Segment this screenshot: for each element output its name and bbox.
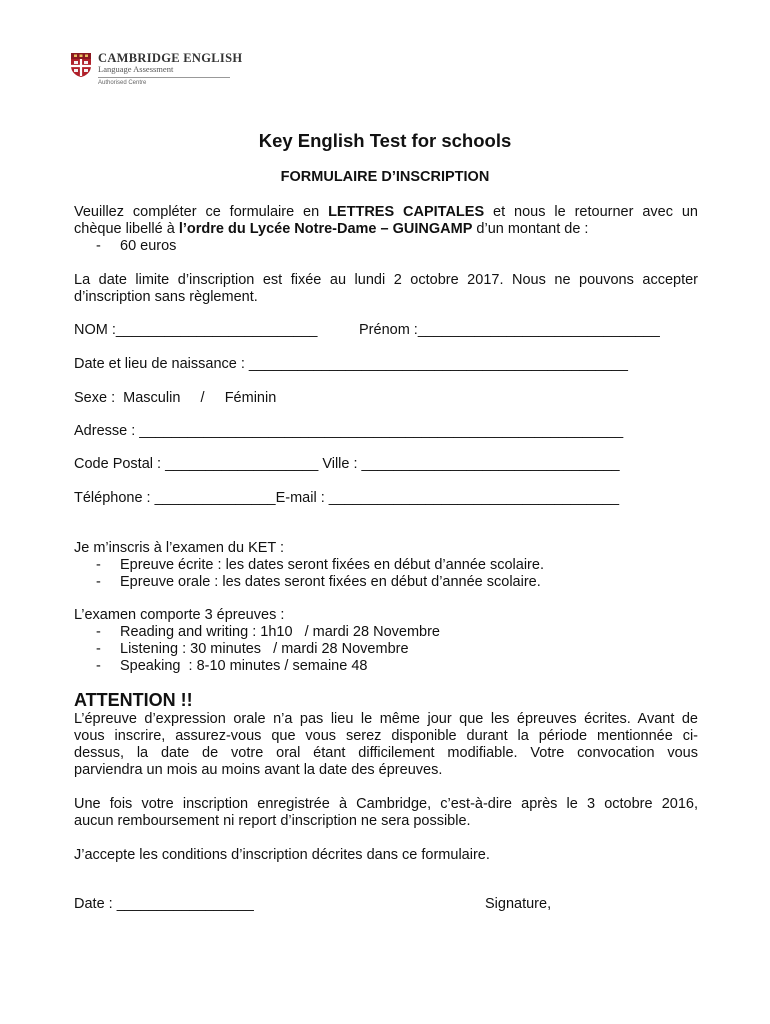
intro-line-2: chèque libellé à l’ordre du Lycée Notre-Dame – GUINGAMP d’un montant de : (74, 221, 589, 237)
inscription-heading: Je m’inscris à l’examen du KET : (74, 540, 285, 556)
list-item: - Epreuve orale : les dates seront fixées en début d’année scolaire. (96, 574, 541, 590)
logo-subtitle: Language Assessment (98, 64, 174, 74)
list-item: - Epreuve écrite : les dates seront fixées en début d’année scolaire. (96, 557, 544, 573)
deadline-line-2: d’inscription sans règlement. (74, 289, 258, 305)
attention-line-2: vous inscrire, assurez-vous que vous serez disponible durant la période mentionnée ci- (74, 728, 698, 744)
attention-line-1: L’épreuve d’expression orale n’a pas lieu le même jour que les épreuves écrites. Avant de (74, 711, 698, 727)
list-item: - Reading and writing : 1h10 / mardi 28 Novembre (96, 624, 440, 640)
page-title: Key English Test for schools (258, 130, 512, 151)
deadline-line-1: La date limite d’inscription est fixée au lundi 2 octobre 2017. Nous ne pouvons accepter (74, 272, 698, 288)
telephone-email-field[interactable]: Téléphone : _______________E-mail : ____________________________________ (74, 490, 620, 506)
date-field[interactable]: Date : _________________ (74, 896, 254, 912)
nom-field[interactable]: NOM :_________________________ (74, 322, 318, 338)
sexe-field[interactable]: Sexe : Masculin / Féminin (74, 390, 277, 406)
price-item: - 60 euros (96, 238, 177, 254)
code-postal-ville-field[interactable]: Code Postal : ___________________ Ville : ________________________________ (74, 456, 620, 472)
attention-heading: ATTENTION !! (74, 690, 193, 710)
signature-label: Signature, (485, 896, 552, 912)
attention-line-4: parviendra un mois au moins avant la date des épreuves. (74, 762, 443, 778)
list-item: - Speaking : 8-10 minutes / semaine 48 (96, 658, 368, 674)
refund-line-2: aucun remboursement ni report d’inscription ne sera possible. (74, 813, 471, 829)
list-item: - Listening : 30 minutes / mardi 28 Novembre (96, 641, 409, 657)
cambridge-logo (70, 52, 242, 87)
prenom-field[interactable]: Prénom :______________________________ (359, 322, 660, 338)
logo-authorised: Authorised Centre (98, 80, 147, 86)
adresse-field[interactable]: Adresse : ____________________________________________________________ (74, 423, 624, 439)
form-subtitle: FORMULAIRE D’INSCRIPTION (280, 169, 490, 185)
attention-line-3: dessus, la date de votre oral étant difficilement modifiable. Votre convocation vous (74, 745, 698, 761)
naissance-field[interactable]: Date et lieu de naissance : _______________________________________________ (74, 356, 628, 372)
accept-conditions: J’accepte les conditions d’inscription décrites dans ce formulaire. (74, 847, 490, 863)
intro-line-1: Veuillez compléter ce formulaire en LETTRES CAPITALES et nous le retourner avec un (74, 204, 698, 220)
logo-brand: CAMBRIDGE ENGLISH (98, 51, 243, 65)
logo-divider (98, 77, 230, 78)
refund-line-1: Une fois votre inscription enregistrée à Cambridge, c’est-à-dire après le 3 octobre 2016, (74, 796, 698, 812)
shield-icon (70, 52, 92, 78)
epreuves-heading: L’examen comporte 3 épreuves : (74, 607, 285, 623)
